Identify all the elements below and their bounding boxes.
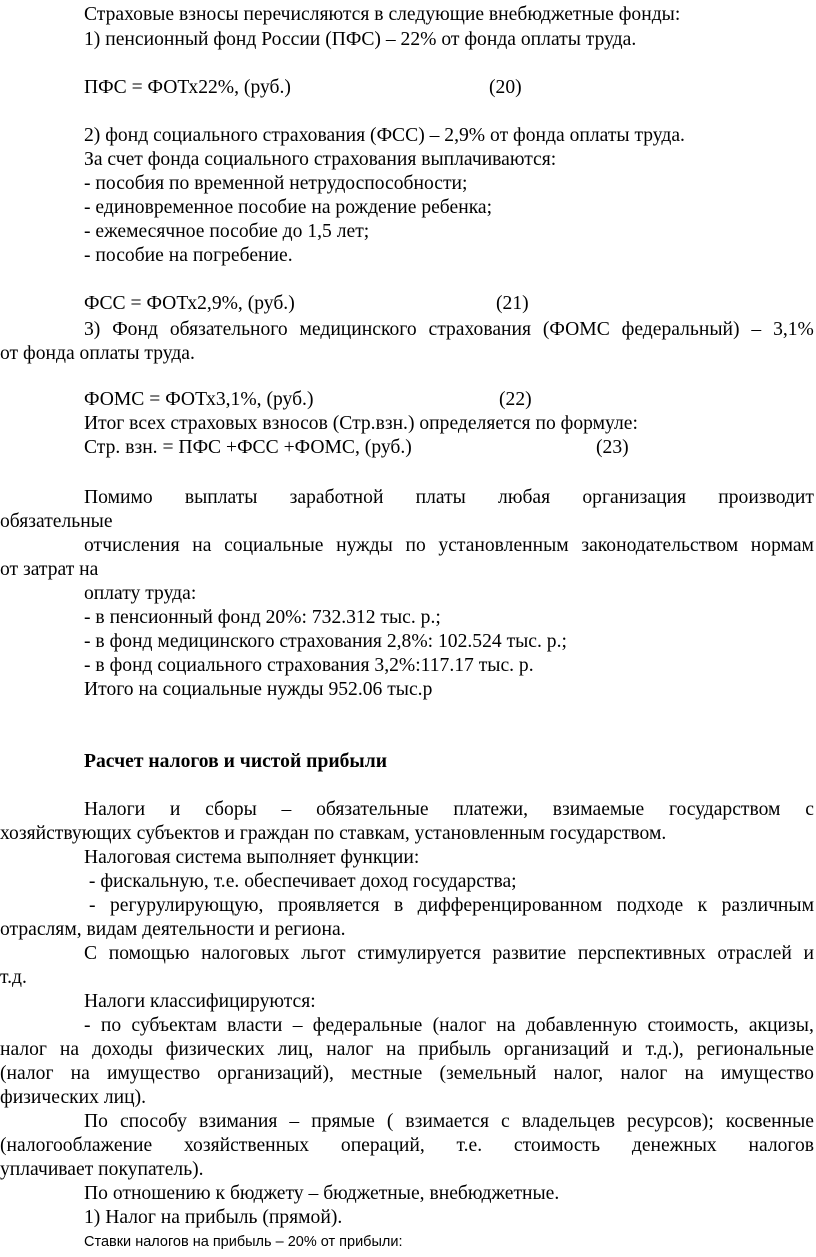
word: налог, [553, 1063, 604, 1084]
formula-23: Стр. взн. = ПФС +ФСС +ФОМС, (руб.) [84, 437, 412, 458]
word: производит [718, 487, 814, 508]
word: с [501, 1111, 510, 1132]
word: нужды [336, 535, 393, 556]
word: нормам [750, 535, 814, 556]
word: к [697, 895, 708, 916]
word: обязательные [316, 799, 429, 820]
word: ( [386, 1111, 394, 1132]
word: физических [165, 1039, 265, 1060]
taxes-line-15 [0, 1134, 814, 1158]
word: с [805, 799, 814, 820]
word: организаций [503, 1039, 610, 1060]
word: налог [620, 1063, 668, 1084]
section-title: Расчет налогов и чистой прибыли [84, 751, 388, 772]
word: отраслей [717, 943, 792, 964]
taxes-line-13: физических лиц). [0, 1087, 147, 1108]
word: льгот [301, 943, 346, 964]
formula-22: ФОМС = ФОТх3,1%, (руб.) [84, 389, 314, 410]
word: обязательного [169, 319, 288, 340]
total-contributions-text: Итог всех страховых взносов (Стр.взн.) определяется по формуле: [84, 413, 638, 434]
taxes-line-10 [84, 1014, 814, 1038]
word: регурулирующую, [109, 895, 264, 916]
word: – [289, 1111, 300, 1132]
word: (налогооблажение [0, 1135, 153, 1156]
taxes-line-14 [84, 1110, 814, 1134]
list-item: - в фонд социального страхования 3,2%:117.17 тыс. р. [84, 655, 534, 676]
word: на [70, 1063, 90, 1084]
word: федеральный) [621, 319, 740, 340]
word: и [622, 1039, 633, 1060]
word: стоимость [513, 1135, 601, 1156]
word: – [281, 799, 292, 820]
word: местные [351, 1063, 423, 1084]
taxes-line-3: Налоговая система выполняет функции: [84, 847, 420, 868]
word: страхования [428, 319, 532, 340]
word: (налог [0, 1063, 54, 1084]
word: денежных [631, 1135, 717, 1156]
social-line-3 [84, 534, 814, 558]
word: перспективных [577, 943, 706, 964]
word: акцизы, [748, 1015, 814, 1036]
word: власти [227, 1015, 283, 1036]
word: на [496, 1015, 516, 1036]
word: региональные [696, 1039, 814, 1060]
word: социальные [224, 535, 324, 556]
word: законодательством [581, 535, 739, 556]
word: (ФОМС [542, 319, 610, 340]
social-total: Итого на социальные нужды 952.06 тыс.р [84, 679, 433, 700]
formula-22-number: (22) [499, 389, 532, 410]
word: проявляется [277, 895, 380, 916]
word: на [59, 1039, 80, 1060]
taxes-line-2: хозяйствующих субъектов и граждан по ставкам, установленным государством. [0, 823, 667, 844]
word: имущество [107, 1063, 201, 1084]
word: помощью [108, 943, 190, 964]
taxes-line-11 [0, 1038, 814, 1062]
taxes-line-1 [84, 798, 814, 822]
word: различным [721, 895, 814, 916]
word: организаций), [217, 1063, 334, 1084]
word: прямые [311, 1111, 375, 1132]
list-item: - пособие на погребение. [84, 245, 293, 266]
word: любая [498, 487, 551, 508]
word: т.д.), [645, 1039, 684, 1060]
word: организация [582, 487, 687, 508]
word: Налоги [84, 799, 146, 820]
word: – [751, 319, 762, 340]
taxes-line-16: уплачивает покупатель). [0, 1159, 204, 1180]
taxes-line-19: Ставки налогов на прибыль – 20% от прибыли: [84, 1234, 403, 1250]
word: Фонд [112, 319, 158, 340]
word: С [84, 943, 98, 964]
formula-23-number: (23) [596, 437, 629, 458]
word: федеральные [312, 1015, 423, 1036]
list-item: - в фонд медицинского страхования 2,8%: 102.524 тыс. р.; [84, 631, 567, 652]
social-line-2: обязательные [0, 511, 113, 532]
taxes-line-4: - фискальную, т.е. обеспечивает доход государства; [84, 871, 517, 892]
taxes-line-18: 1) Налог на прибыль (прямой). [84, 1207, 343, 1228]
word: налог [326, 1039, 374, 1060]
taxes-line-6: отраслям, видам деятельности и региона. [0, 919, 346, 940]
taxes-line-17: По отношению к бюджету – бюджетные, внебюджетные. [84, 1183, 560, 1204]
taxes-line-5 [89, 894, 814, 918]
word: взимаемые [552, 799, 645, 820]
word: 3) [84, 319, 101, 340]
word: на [192, 535, 212, 556]
formula-21: ФСС = ФОТх2,9%, (руб.) [84, 293, 295, 314]
fss-line: 2) фонд социального страхования (ФСС) – 2,9% от фонда оплаты труда. [84, 125, 685, 146]
intro-line-1: Страховые взносы перечисляются в следующие внебюджетные фонды: [84, 4, 681, 25]
word: ресурсов); [627, 1111, 714, 1132]
list-item: - ежемесячное пособие до 1,5 лет; [84, 221, 370, 242]
word: подходе [616, 895, 684, 916]
word: стоимость, [647, 1015, 739, 1036]
word: - [89, 895, 96, 916]
word: на [386, 1039, 406, 1060]
word: отчисления [84, 535, 180, 556]
word: добавленную [525, 1015, 638, 1036]
word: налогов [748, 1135, 814, 1156]
word: По [84, 1111, 108, 1132]
word: медицинского [299, 319, 417, 340]
word: косвенные [725, 1111, 814, 1132]
word: 3,1% [773, 319, 814, 340]
taxes-line-8: т.д. [0, 967, 27, 988]
word: дифференцированном [417, 895, 603, 916]
word: выплаты [184, 487, 258, 508]
social-line-1 [84, 486, 814, 510]
word: - [84, 1015, 91, 1036]
word: развитие [492, 943, 567, 964]
word: платежи, [453, 799, 529, 820]
word: имущество [720, 1063, 814, 1084]
taxes-line-12 [0, 1062, 814, 1086]
word: установленным [438, 535, 569, 556]
word: лиц, [277, 1039, 314, 1060]
word: способу [119, 1111, 187, 1132]
word: субъектам [131, 1015, 217, 1036]
word: (земельный [439, 1063, 537, 1084]
word: на [684, 1063, 704, 1084]
word: т.е. [456, 1135, 483, 1156]
word: и [169, 799, 181, 820]
word: хозяйственных [183, 1135, 310, 1156]
foms-line-cont: от фонда оплаты труда. [0, 343, 195, 364]
list-item: - единовременное пособие на рождение ребенка; [84, 197, 493, 218]
word: доходы [92, 1039, 153, 1060]
list-item: - пособия по временной нетрудоспособности; [84, 173, 468, 194]
word: взимания [198, 1111, 278, 1132]
word: налоговых [201, 943, 290, 964]
formula-20: ПФС = ФОТх22%, (руб.) [84, 77, 291, 98]
word: стимулируется [357, 943, 481, 964]
list-item: - в пенсионный фонд 20%: 732.312 тыс. р.; [84, 607, 441, 628]
formula-20-number: (20) [489, 77, 522, 98]
fss-payments-heading: За счет фонда социального страхования выплачиваются: [84, 149, 557, 170]
word: Помимо [84, 487, 153, 508]
taxes-line-7 [84, 942, 814, 966]
word: и [803, 943, 814, 964]
foms-line [84, 318, 814, 342]
word: по [100, 1015, 122, 1036]
word: государством [668, 799, 781, 820]
word: платы [415, 487, 466, 508]
word: в [393, 895, 404, 916]
word: (налог [432, 1015, 487, 1036]
word: владельцев [521, 1111, 616, 1132]
social-line-5: оплату труда: [84, 583, 197, 604]
word: заработной [289, 487, 384, 508]
word: операций, [340, 1135, 425, 1156]
word: налог [0, 1039, 47, 1060]
word: взимается [405, 1111, 490, 1132]
pfs-line: 1) пенсионный фонд России (ПФС) – 22% от фонда оплаты труда. [84, 29, 637, 50]
word: прибыль [418, 1039, 491, 1060]
taxes-line-9: Налоги классифицируются: [84, 991, 316, 1012]
formula-21-number: (21) [496, 293, 529, 314]
social-line-4: от затрат на [0, 559, 99, 580]
word: по [405, 535, 426, 556]
word: – [292, 1015, 303, 1036]
word: сборы [205, 799, 257, 820]
